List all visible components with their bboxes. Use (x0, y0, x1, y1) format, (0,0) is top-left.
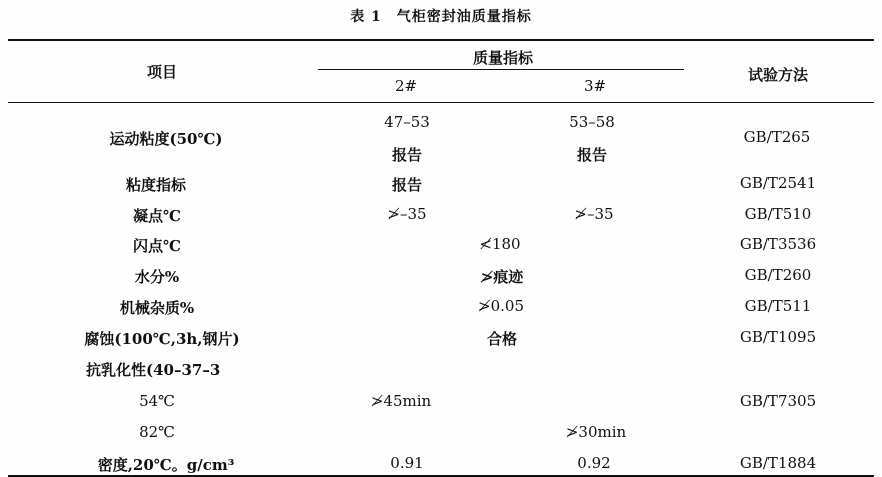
cell-3-viscosity-range: 53–58 (569, 113, 615, 131)
method-viscosity: GB/T265 (743, 128, 811, 146)
method-water: GB/T260 (744, 266, 812, 284)
cell-2-54c: ≯45min (370, 392, 432, 410)
top-rule (8, 39, 874, 41)
row-label-impurities: 机械杂质% (119, 299, 195, 317)
method-density: GB/T1884 (739, 454, 817, 472)
row-label-density: 密度,20℃。g/cm³ (97, 456, 235, 474)
cell-shared-corrosion: 合格 (486, 330, 518, 348)
cell-shared-impurities: ≯0.05 (478, 297, 524, 315)
header-quality: 质量指标 (472, 49, 534, 67)
cell-3-viscosity-report: 报告 (576, 146, 608, 164)
row-label-viscosity-index: 粘度指标 (125, 176, 187, 194)
method-flash-point: GB/T3536 (739, 235, 817, 253)
header-grade-3: 3# (583, 77, 607, 95)
row-label-water: 水分% (134, 268, 180, 286)
method-corrosion: GB/T1095 (739, 328, 817, 346)
cell-2-viscosity-report: 报告 (391, 146, 423, 164)
cell-2-viscosity-index: 报告 (391, 176, 423, 194)
cell-3-82c: ≯30min (565, 423, 627, 441)
row-label-flash-point: 闪点℃ (133, 237, 181, 255)
cell-2-density: 0.91 (390, 454, 424, 472)
method-pour-point: GB/T510 (744, 205, 812, 223)
cell-3-density: 0.92 (577, 454, 611, 472)
method-viscosity-index: GB/T2541 (739, 174, 817, 192)
table-title: 表 1 气柜密封油质量指标 (350, 9, 532, 25)
header-bottom-rule (8, 102, 874, 103)
row-label-54c: 54℃ (139, 392, 175, 410)
cell-2-viscosity-range: 47–53 (384, 113, 430, 131)
header-grade-2: 2# (394, 77, 418, 95)
cell-shared-flash-point: ≮180 (479, 235, 521, 253)
row-label-corrosion: 腐蚀(100℃,3h,钢片) (84, 330, 240, 348)
header-method: 试验方法 (747, 66, 809, 84)
header-item: 项目 (146, 63, 178, 81)
method-demulsibility: GB/T7305 (739, 392, 817, 410)
row-label-viscosity: 运动粘度(50℃) (109, 130, 223, 148)
cell-3-pour-point: ≯–35 (574, 205, 614, 223)
header-sub-rule (318, 69, 684, 70)
row-label-82c: 82℃ (139, 423, 175, 441)
cell-2-pour-point: ≯–35 (387, 205, 427, 223)
method-impurities: GB/T511 (744, 297, 812, 315)
row-label-demulsibility: 抗乳化性(40–37–3 (86, 361, 221, 379)
row-label-pour-point: 凝点℃ (133, 207, 181, 225)
cell-shared-water: ≯痕迹 (480, 268, 524, 286)
